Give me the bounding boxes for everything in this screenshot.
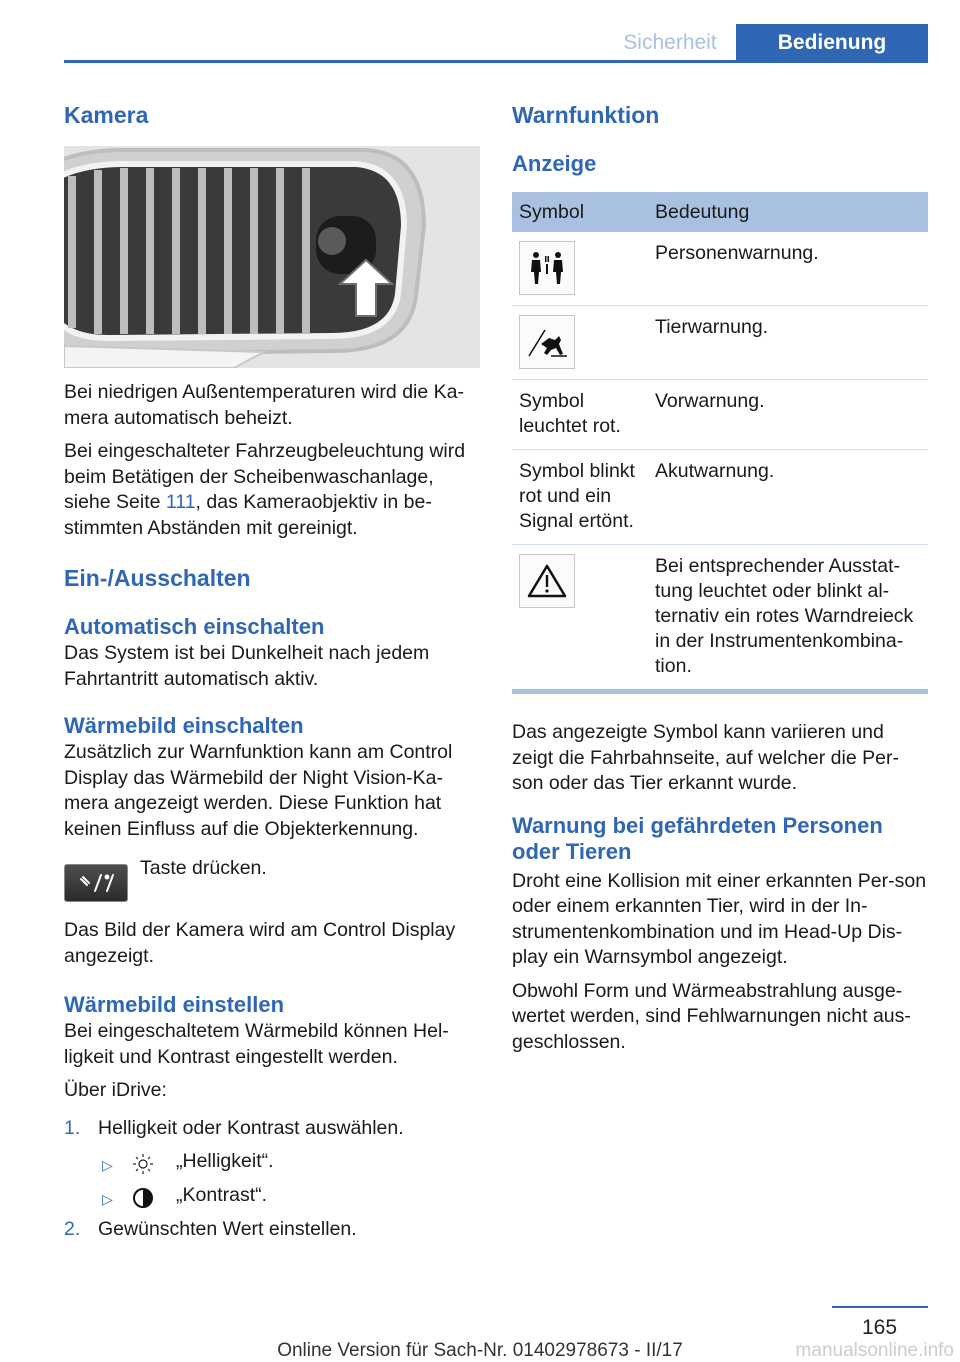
- kamera-paragraph-1: Bei niedrigen Außentemperaturen wird die Ka‐mera automatisch beheizt.: [64, 381, 464, 429]
- left-column: [64, 100, 480, 1242]
- table-row: [512, 232, 928, 306]
- table-cell-symbol: [512, 545, 648, 690]
- table-end-rule: [512, 689, 928, 694]
- list-number: 1.: [64, 1116, 81, 1139]
- watermark: manualsonline.info: [795, 1340, 954, 1361]
- key-instruction: [64, 856, 480, 908]
- table-row: [512, 450, 928, 545]
- kamera-paragraph-2: [64, 439, 480, 541]
- table-cell-symbol: Symbol blinkt rot und ein Signal ertönt.: [512, 450, 648, 545]
- table-row: [512, 380, 928, 450]
- warnung-paragraph-1: Droht eine Kollision mit einer erkannten Per‐son oder einem erkannten Tier, wird in der In‐strumentenkombination und im Head-Up Dis‐play ein Warnsymbol angezeigt.: [512, 869, 927, 968]
- table-cell-meaning: Akutwarnung.: [648, 450, 928, 545]
- footer-note: Online Version für Sach-Nr. 01402978673 - II/17: [277, 1340, 683, 1361]
- table-cell-meaning: Tierwarnung.: [648, 306, 928, 380]
- auto-paragraph: Das System ist bei Dunkelheit nach jedem Fahrtantritt automatisch aktiv.: [64, 642, 430, 690]
- bullet-icon: ▷: [102, 1190, 113, 1207]
- bild-paragraph: Das Bild der Kamera wird am Control Display angezeigt.: [64, 919, 456, 967]
- header-rule: [64, 60, 928, 63]
- list-text: Gewünschten Wert einstellen.: [98, 1217, 357, 1240]
- subtitle-warnung: Warnung bei gefährdeten Personen oder Tieren: [512, 812, 883, 864]
- list-item: [64, 1116, 480, 1141]
- tab-sicherheit[interactable]: Sicherheit: [604, 24, 736, 62]
- section-title-warnfunktion: Warnfunktion: [512, 102, 660, 128]
- sub-list-text: „Kontrast“.: [176, 1183, 268, 1206]
- table-cell-symbol: [512, 306, 648, 380]
- camera-illustration: [64, 146, 480, 368]
- subtitle-anzeige: Anzeige: [512, 151, 597, 176]
- footer-rule: [832, 1306, 928, 1308]
- subtitle-waermebild-einstellen: Wärmebild einstellen: [64, 992, 285, 1017]
- page-number: 165: [862, 1316, 898, 1339]
- tab-bedienung[interactable]: Bedienung: [736, 24, 928, 62]
- table-cell-meaning: Bei entsprechender Ausstat‐tung leuchtet oder blinkt al‐ternativ ein rotes Warndreieck in der Instrumentenkombina‐tion.: [655, 555, 914, 677]
- table-cell-symbol: Symbol leuchtet rot.: [512, 380, 648, 450]
- table-row: [512, 545, 928, 690]
- symbol-table: [512, 192, 928, 689]
- table-cell-meaning: Personenwarnung.: [648, 232, 928, 306]
- table-cell-symbol: [512, 232, 648, 306]
- subtitle-waermebild-ein: Wärmebild einschalten: [64, 713, 304, 738]
- night-vision-button-icon: [64, 864, 128, 902]
- warning-triangle-icon: [519, 554, 575, 608]
- sub-list-item: [64, 1149, 480, 1183]
- table-cell-meaning: Vorwarnung.: [648, 380, 928, 450]
- subtitle-automatisch: Automatisch einschalten: [64, 614, 325, 639]
- table-header-symbol: Symbol: [512, 192, 648, 232]
- bullet-icon: ▷: [102, 1156, 113, 1173]
- list-text: Helligkeit oder Kontrast auswählen.: [98, 1116, 404, 1139]
- sub-list-text: „Helligkeit“.: [176, 1149, 274, 1172]
- taste-text: Taste drücken.: [140, 857, 267, 879]
- idrive-label: Über iDrive:: [64, 1079, 167, 1101]
- right-column: [512, 100, 928, 1055]
- sub-list-item: [64, 1183, 480, 1217]
- section-title-ein-aus: Ein-/Ausschalten: [64, 565, 251, 591]
- table-row: [512, 306, 928, 380]
- animal-warning-icon: [519, 315, 575, 369]
- pedestrian-warning-icon: [519, 241, 575, 295]
- table-header-row: [512, 192, 928, 232]
- brightness-icon: [132, 1153, 154, 1175]
- section-title-kamera: Kamera: [64, 102, 149, 128]
- list-item: [64, 1217, 480, 1242]
- kamera-paragraph-2-text-a: Bei eingeschalteter Fahrzeugbeleuchtung wird beim Betätigen der Scheibenwaschanlage, siehe Seite: [64, 440, 466, 513]
- warnung-paragraph-2: Obwohl Form und Wärmeabstrahlung ausge‐wertet werden, sind Fehlwarnungen nicht aus‐geschlossen.: [512, 979, 911, 1053]
- table-header-bedeutung: Bedeutung: [648, 192, 928, 232]
- list-number: 2.: [64, 1217, 81, 1240]
- waermebild-einstellen-paragraph: Bei eingeschaltetem Wärmebild können Hel‐ligkeit und Kontrast eingestellt werden.: [64, 1020, 449, 1068]
- waermebild-ein-paragraph: Zusätzlich zur Warnfunktion kann am Control Display das Wärmebild der Night Vision-Ka‐mera angezeigt werden. Diese Funktion hat keinen Einfluss auf die Objekterkennung.: [64, 741, 453, 840]
- page-link-111[interactable]: 111: [165, 491, 196, 513]
- symbol-paragraph: Das angezeigte Symbol kann variieren und zeigt die Fahrbahnseite, auf welcher die Per‐son oder das Tier erkannt wurde.: [512, 721, 899, 794]
- kamera-paragraph-2-text-b: , das Kameraobjektiv in be‐stimmten Abständen mit gereinigt.: [64, 491, 432, 539]
- contrast-icon: [132, 1187, 154, 1209]
